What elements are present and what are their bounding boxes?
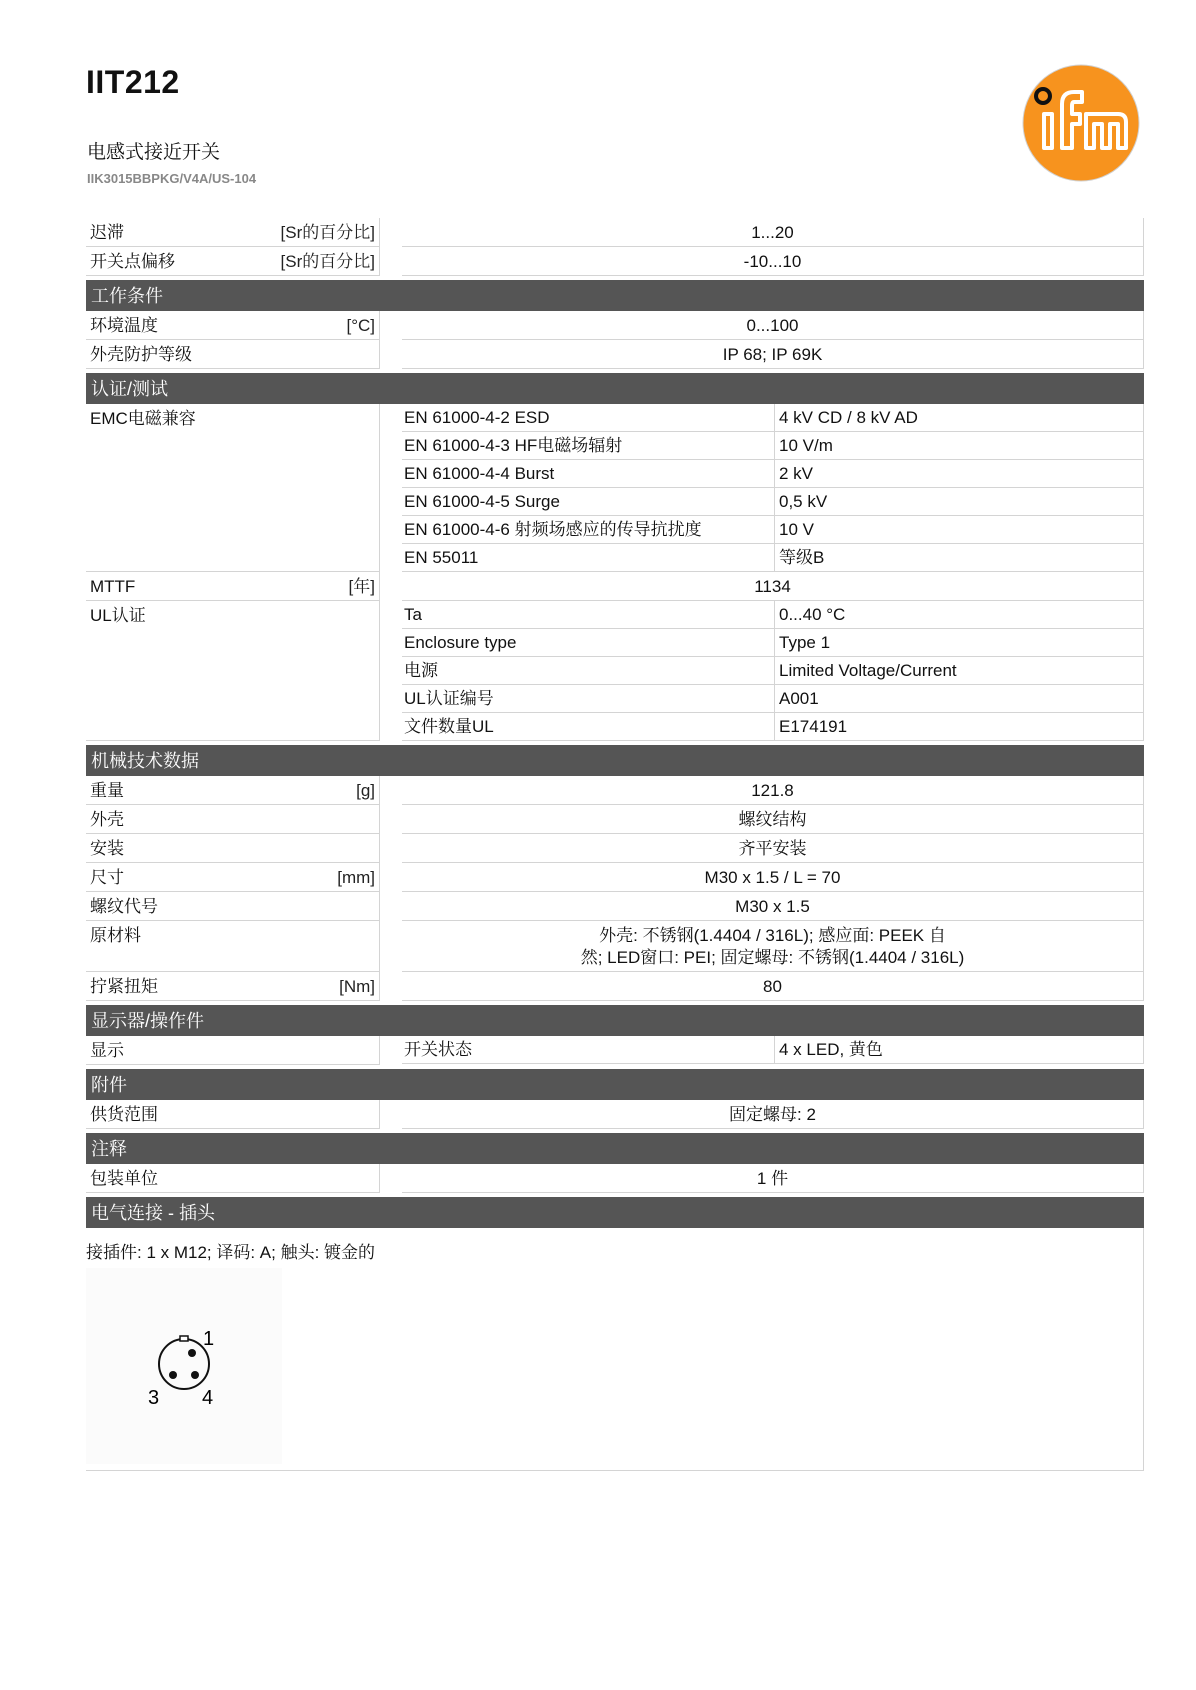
- row-value: [402, 921, 1144, 972]
- ul-key: 文件数量UL: [402, 713, 775, 741]
- pin-diagram: [86, 1268, 282, 1464]
- row-mttf: [86, 572, 1144, 601]
- pin-label-4: 4: [202, 1387, 214, 1409]
- row-dimensions: [86, 863, 1144, 892]
- section-accessories: 附件: [86, 1069, 1144, 1100]
- row-materials: [86, 921, 1144, 972]
- row-label: 安装: [90, 839, 124, 858]
- row-unit: [Sr的百分比]: [280, 223, 375, 242]
- emc-value: 0,5 kV: [775, 488, 1144, 516]
- ul-value: 0...40 °C: [775, 601, 1144, 629]
- row-mounting: [86, 834, 1144, 863]
- row-label: 显示: [90, 1041, 124, 1060]
- row-label: UL认证: [90, 606, 146, 625]
- display-value: 4 x LED, 黄色: [775, 1036, 1144, 1064]
- emc-row: [402, 516, 1144, 544]
- section-remarks: 注释: [86, 1133, 1144, 1164]
- emc-row: [402, 432, 1144, 460]
- row-value: M30 x 1.5: [402, 892, 1144, 921]
- pinout-icon: [86, 1268, 282, 1464]
- emc-row: [402, 488, 1144, 516]
- row-value: 齐平安装: [402, 834, 1144, 863]
- row-label: 环境温度: [90, 316, 158, 335]
- row-unit: [Sr的百分比]: [280, 252, 375, 271]
- product-code: IIK3015BBPKG/V4A/US-104: [87, 171, 257, 186]
- emc-row: [402, 404, 1144, 432]
- row-weight: [86, 776, 1144, 805]
- row-value: 1 件: [402, 1164, 1144, 1193]
- row-thread: [86, 892, 1144, 921]
- row-label: 迟滞: [90, 223, 124, 242]
- row-value: IP 68; IP 69K: [402, 340, 1144, 369]
- pin-3-dot: [169, 1371, 177, 1379]
- page-title: IIT212: [86, 64, 180, 100]
- emc-standard: EN 55011: [402, 544, 775, 572]
- ul-key: Ta: [402, 601, 775, 629]
- section-operating-conditions: 工作条件: [86, 280, 1144, 311]
- ul-row: [402, 657, 1144, 685]
- product-subtitle: 电感式接近开关: [87, 142, 221, 163]
- row-display: [86, 1036, 1144, 1065]
- row-ambient-temperature: [86, 311, 1144, 340]
- row-unit: [Nm]: [339, 977, 375, 996]
- row-switch-point-drift: [86, 247, 1144, 276]
- row-value: 121.8: [402, 776, 1144, 805]
- display-key: 开关状态: [402, 1036, 775, 1064]
- section-displays: 显示器/操作件: [86, 1005, 1144, 1036]
- row-unit: [°C]: [346, 316, 375, 335]
- emc-standard: EN 61000-4-4 Burst: [402, 460, 775, 488]
- row-unit: [年]: [348, 577, 375, 596]
- row-value: 螺纹结构: [402, 805, 1144, 834]
- row-tightening-torque: [86, 972, 1144, 1001]
- row-value: -10...10: [402, 247, 1144, 276]
- pin-4-dot: [191, 1371, 199, 1379]
- ul-key: Enclosure type: [402, 629, 775, 657]
- emc-value: 10 V: [775, 516, 1144, 544]
- ul-value: Limited Voltage/Current: [775, 657, 1144, 685]
- row-value: 80: [402, 972, 1144, 1001]
- emc-standard: EN 61000-4-6 射频场感应的传导抗扰度: [402, 516, 775, 544]
- pin-label-1: 1: [203, 1328, 215, 1350]
- section-approvals: 认证/测试: [86, 373, 1144, 404]
- emc-value: 10 V/m: [775, 432, 1144, 460]
- row-packaging-unit: [86, 1164, 1144, 1193]
- ul-value: Type 1: [775, 629, 1144, 657]
- row-protection-rating: [86, 340, 1144, 369]
- row-label: 外壳: [90, 810, 124, 829]
- ul-row: [402, 713, 1144, 741]
- ul-row: [402, 601, 1144, 629]
- row-scope-of-supply: [86, 1100, 1144, 1129]
- row-hysteresis: [86, 218, 1144, 247]
- row-label: 尺寸: [90, 868, 124, 887]
- emc-row: [402, 460, 1144, 488]
- ul-value: A001: [775, 685, 1144, 713]
- pin-1-dot: [188, 1349, 196, 1357]
- ifm-logo: [1022, 64, 1140, 182]
- row-value: 0...100: [402, 311, 1144, 340]
- connection-panel: [86, 1228, 1144, 1471]
- emc-standard: EN 61000-4-3 HF电磁场辐射: [402, 432, 775, 460]
- row-value: M30 x 1.5 / L = 70: [402, 863, 1144, 892]
- ul-key: 电源: [402, 657, 775, 685]
- section-mechanical-data: 机械技术数据: [86, 745, 1144, 776]
- pin-label-3: 3: [148, 1387, 160, 1409]
- row-label: 拧紧扭矩: [90, 977, 158, 996]
- emc-value: 4 kV CD / 8 kV AD: [775, 404, 1144, 432]
- emc-row: [402, 544, 1144, 572]
- row-label: 供货范围: [90, 1105, 158, 1124]
- row-label: 螺纹代号: [90, 897, 158, 916]
- emc-value: 2 kV: [775, 460, 1144, 488]
- datasheet-table: [86, 218, 1144, 1471]
- row-label: 包装单位: [90, 1169, 158, 1188]
- row-unit: [g]: [356, 781, 375, 800]
- material-line-1: 外壳: 不锈钢(1.4404 / 316L); 感应面: PEEK 自: [599, 926, 946, 945]
- row-label: 重量: [90, 781, 124, 800]
- section-electrical-connection: 电气连接 - 插头: [86, 1197, 1144, 1228]
- row-value: 1134: [402, 572, 1144, 601]
- row-ul-approval: [86, 601, 1144, 741]
- row-label: MTTF: [90, 577, 136, 596]
- row-label: EMC电磁兼容: [90, 409, 196, 428]
- row-label: 原材料: [90, 926, 141, 945]
- ul-row: [402, 685, 1144, 713]
- ul-key: UL认证编号: [402, 685, 775, 713]
- connector-description: 接插件: 1 x M12; 译码: A; 触头: 镀金的: [86, 1243, 376, 1262]
- row-emc: [86, 404, 1144, 572]
- row-unit: [mm]: [337, 868, 375, 887]
- row-label: 开关点偏移: [90, 252, 175, 271]
- row-label: 外壳防护等级: [90, 345, 192, 364]
- emc-standard: EN 61000-4-2 ESD: [402, 404, 775, 432]
- emc-standard: EN 61000-4-5 Surge: [402, 488, 775, 516]
- row-value: 1...20: [402, 218, 1144, 247]
- material-line-2: 然; LED窗口: PEI; 固定螺母: 不锈钢(1.4404 / 316L): [580, 948, 965, 967]
- emc-value: 等级B: [775, 544, 1144, 572]
- row-housing: [86, 805, 1144, 834]
- ul-value: E174191: [775, 713, 1144, 741]
- ul-row: [402, 629, 1144, 657]
- row-value: 固定螺母: 2: [402, 1100, 1144, 1129]
